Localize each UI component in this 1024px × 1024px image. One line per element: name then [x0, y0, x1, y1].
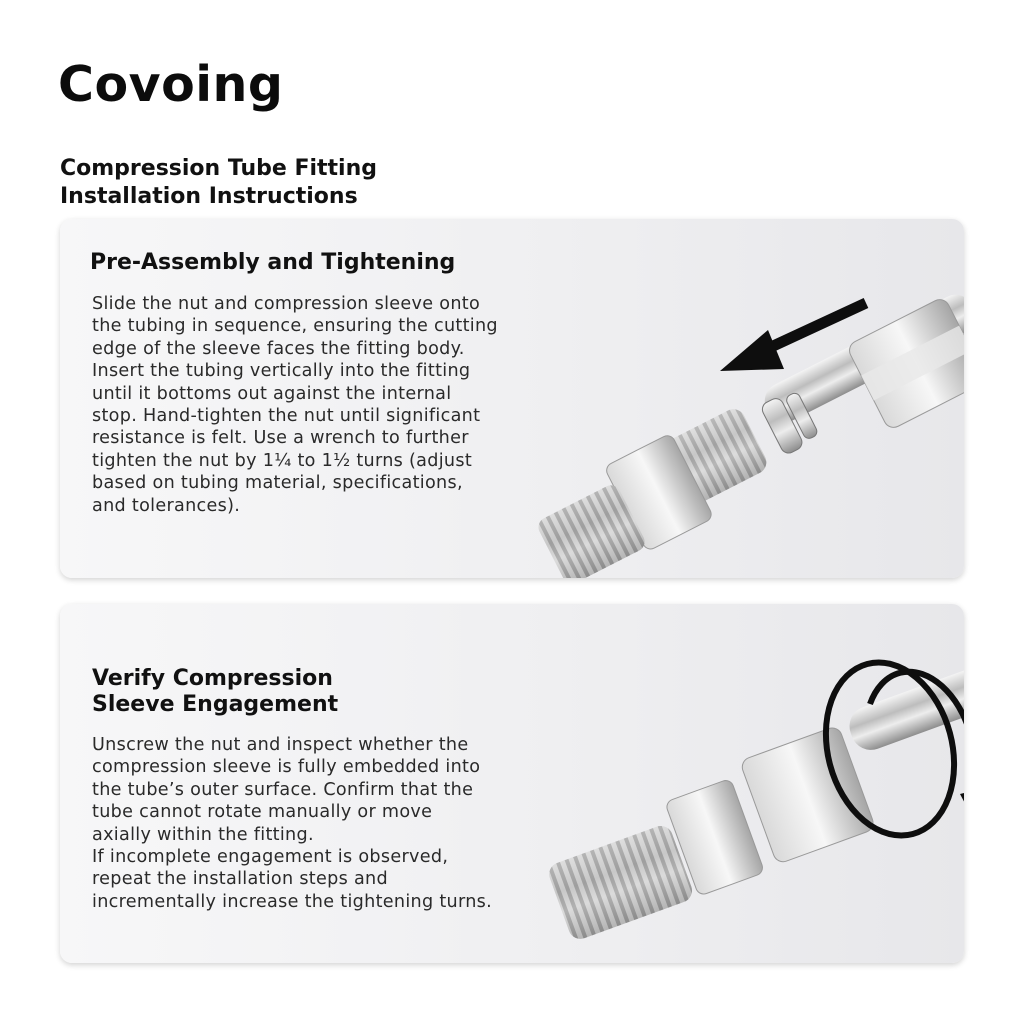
step-description	[92, 734, 562, 913]
hex-nut	[846, 296, 964, 431]
description-line: axially within the fitting.	[92, 824, 314, 845]
description-line: edge of the sleeve faces the fitting body.	[92, 338, 465, 359]
description-line: If incomplete engagement is observed,	[92, 847, 449, 868]
step-heading: Pre-Assembly and Tightening	[90, 250, 456, 275]
description-line: Unscrew the nut and inspect whether the	[92, 735, 469, 755]
description-line: resistance is felt. Use a wrench to further	[92, 428, 469, 449]
brand-logo: Covoing	[58, 56, 284, 113]
document-title-line-1: Compression Tube Fitting	[60, 156, 378, 181]
fitting-disassembled-illustration	[530, 259, 964, 578]
fitting-assembled-illustration	[530, 644, 964, 963]
step-heading	[92, 666, 338, 718]
step-card-verify-engagement	[60, 604, 964, 963]
document-title-line-2: Installation Instructions	[60, 184, 358, 209]
description-line: and tolerances).	[92, 495, 241, 516]
description-line: Slide the nut and compression sleeve onto	[92, 294, 481, 314]
description-line: until it bottoms out against the internal	[92, 383, 452, 404]
hex-nut	[740, 725, 876, 864]
step-heading-line-1: Verify Compression	[92, 666, 333, 691]
description-line: Insert the tubing vertically into the fitting	[92, 361, 471, 382]
description-line: tighten the nut by 1¼ to 1½ turns (adjust	[92, 450, 473, 471]
description-line: the tube’s outer surface. Confirm that the	[92, 779, 474, 800]
description-line: tube cannot rotate manually or move	[92, 802, 433, 823]
description-line: incrementally increase the tightening turns.	[92, 891, 493, 912]
step-description	[92, 293, 562, 517]
document-title	[60, 155, 377, 211]
step-card-pre-assembly	[60, 219, 964, 578]
step-heading-line-2: Sleeve Engagement	[92, 692, 339, 717]
description-line: based on tubing material, specifications,	[92, 473, 463, 494]
description-line: stop. Hand-tighten the nut until significant	[92, 406, 481, 427]
description-line: repeat the installation steps and	[92, 869, 388, 890]
description-line: compression sleeve is fully embedded into	[92, 757, 481, 778]
description-line: the tubing in sequence, ensuring the cutting	[92, 316, 498, 337]
